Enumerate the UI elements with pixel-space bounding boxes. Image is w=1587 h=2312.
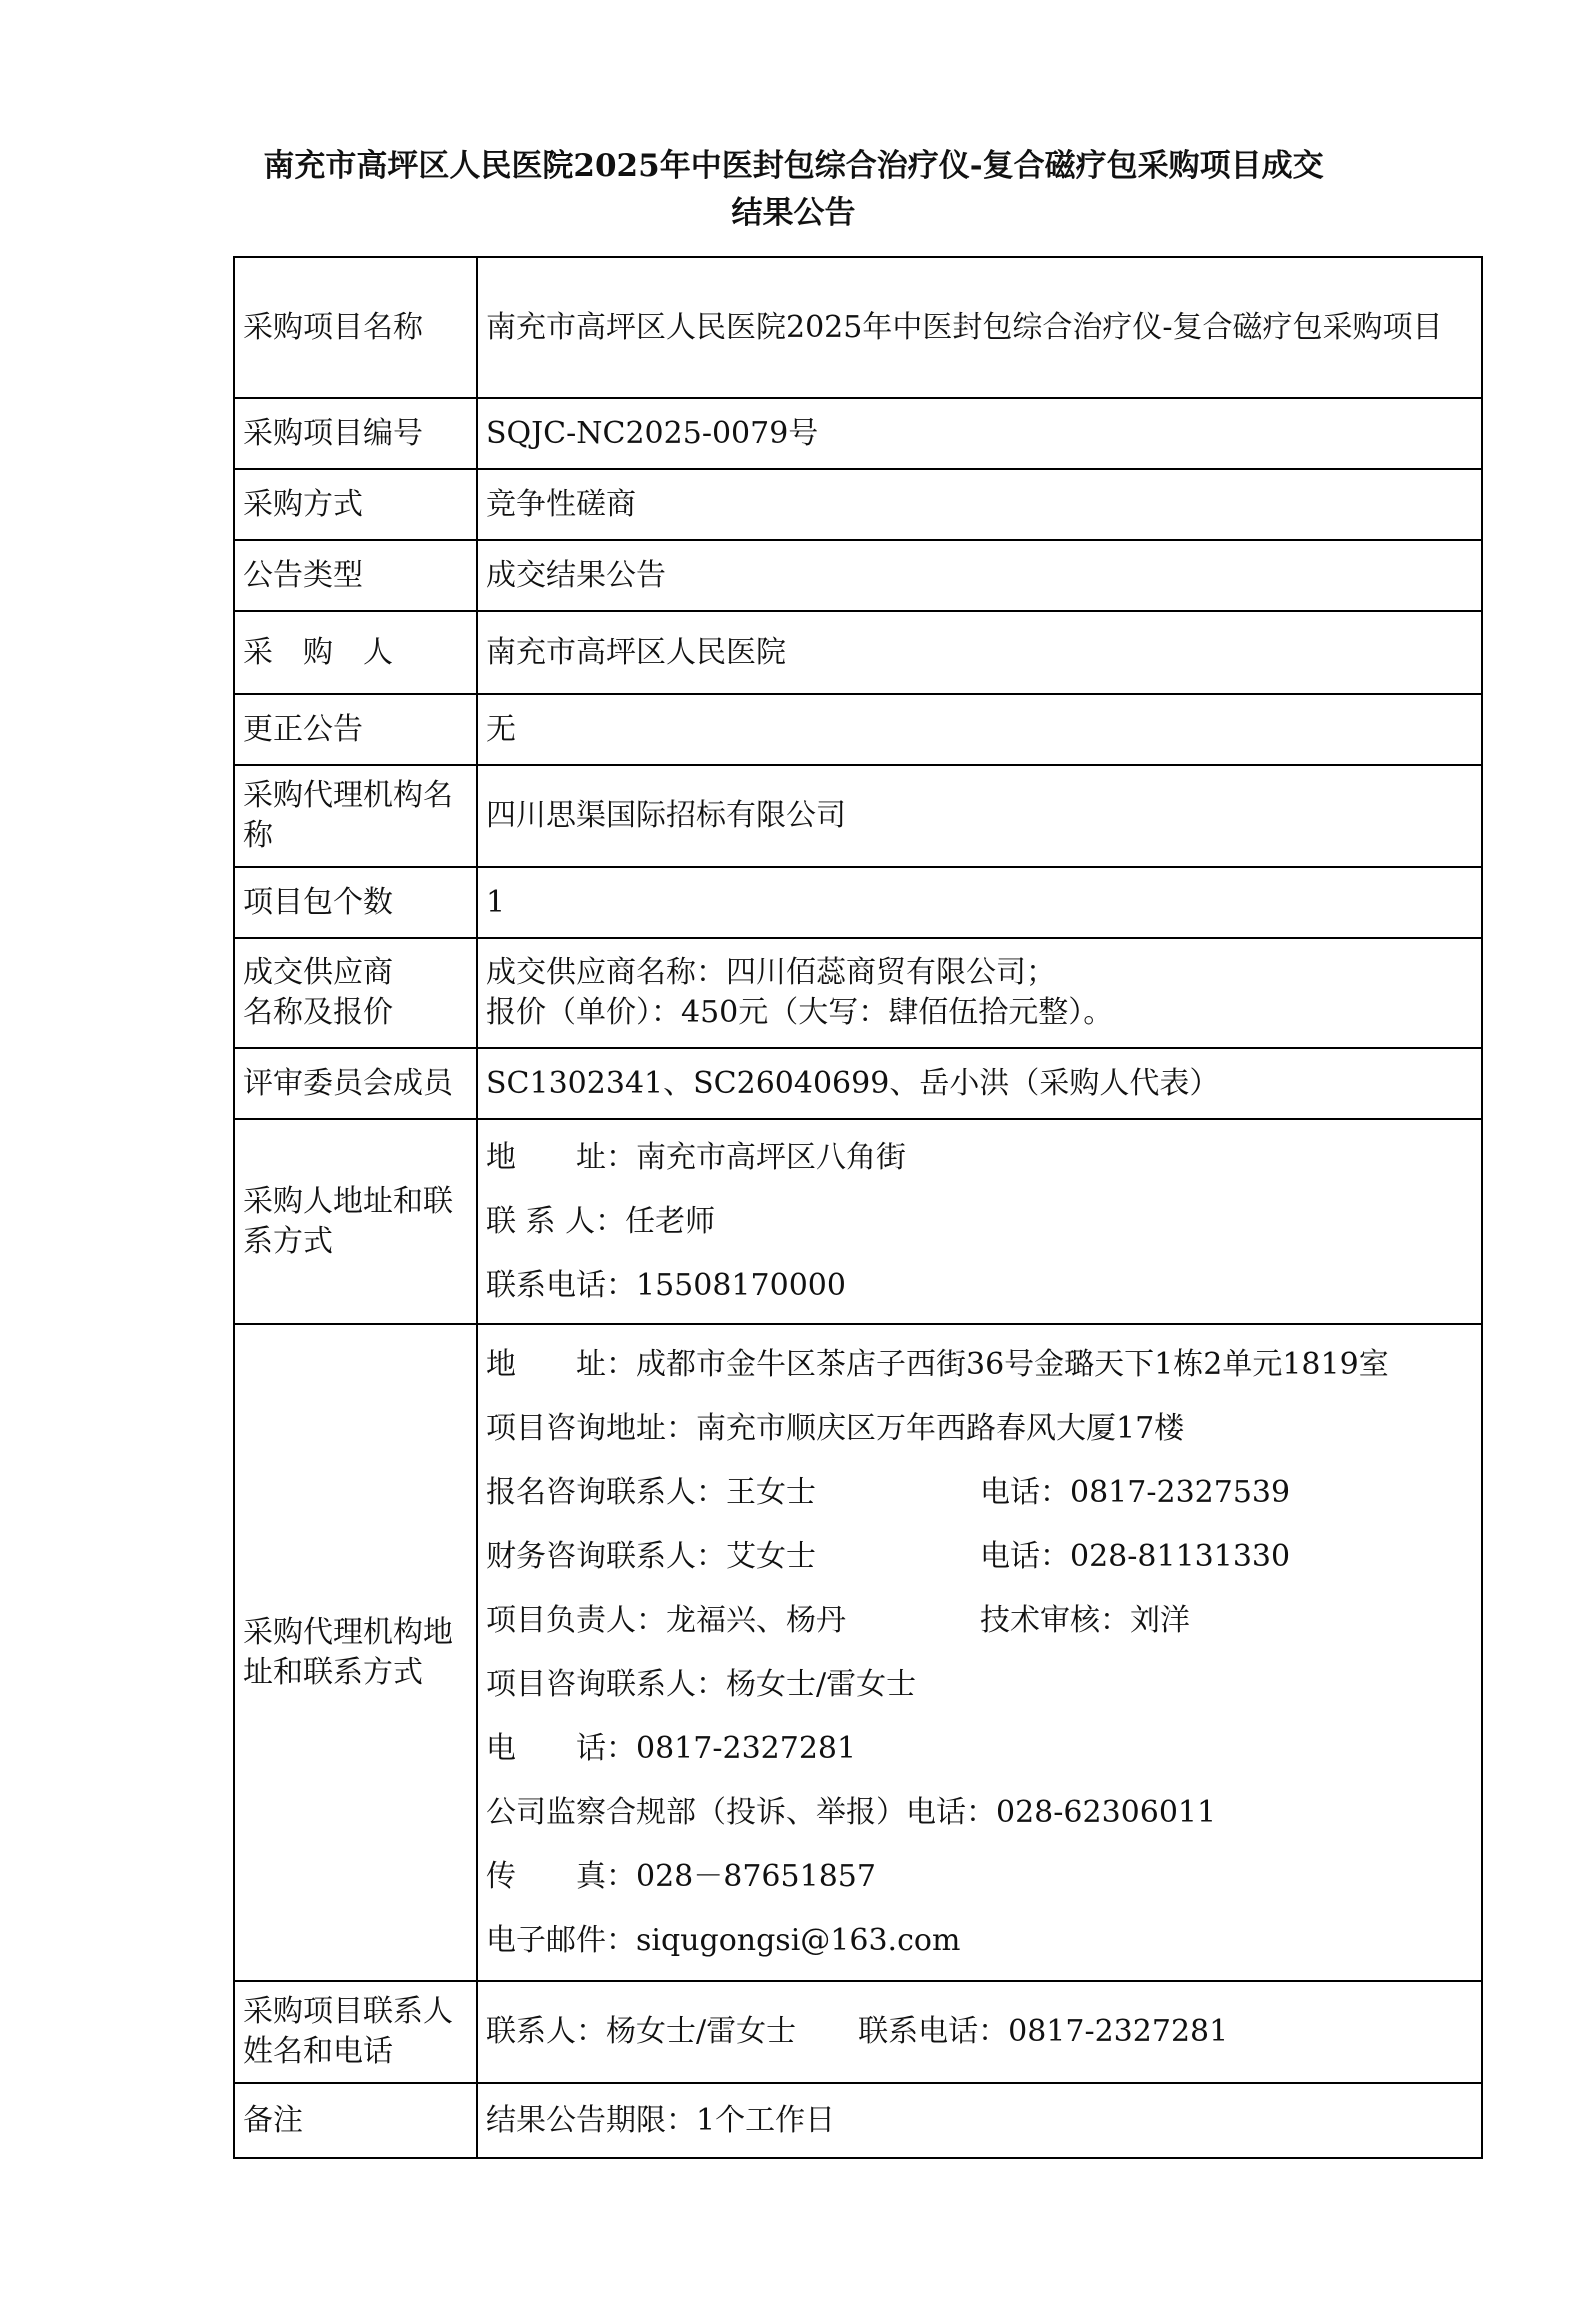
row-project-number (234, 398, 1482, 469)
notice-title-line-1: 南充市高坪区人民医院2025年中医封包综合治疗仪-复合磁疗包采购项目成交 (263, 148, 1324, 184)
value-project-number: SQJC-NC2025-0079号 (477, 398, 1482, 469)
label-package-count: 项目包个数 (234, 867, 477, 938)
label-supplier-line-2: 名称及报价 (243, 995, 393, 1030)
purchaser-phone: 联系电话：15508170000 (486, 1267, 846, 1303)
label-notice-type: 公告类型 (234, 540, 477, 611)
label-project-contact: 采购项目联系人姓名和电话 (234, 1981, 477, 2083)
supplier-price: 报价（单价）：450元（大写：肆佰伍拾元整）。 (486, 995, 1114, 1030)
label-supplier-line-1: 成交供应商 (243, 955, 393, 990)
value-remark: 结果公告期限：1个工作日 (477, 2083, 1482, 2158)
agency-finance-line (486, 1525, 1475, 1589)
notice-table (233, 256, 1483, 2159)
agency-compliance-phone: 公司监察合规部（投诉、举报）电话：028-62306011 (486, 1794, 1217, 1830)
supplier-name: 成交供应商名称：四川佰蕊商贸有限公司； (486, 955, 1056, 990)
label-agency: 采购代理机构名称 (234, 765, 477, 867)
row-project-contact (234, 1981, 1482, 2083)
project-contact-person: 联系人：杨女士/雷女士 (486, 2014, 797, 2049)
agency-signup-contact: 报名咨询联系人：王女士 (486, 1474, 816, 1510)
row-purchaser (234, 611, 1482, 694)
agency-tech-review: 技术审核：刘洋 (980, 1602, 1190, 1638)
value-package-count: 1 (477, 867, 1482, 938)
agency-consult-address: 项目咨询地址：南充市顺庆区万年西路春风大厦17楼 (486, 1410, 1185, 1446)
value-project-contact (477, 1981, 1482, 2083)
agency-signup-line (486, 1461, 1475, 1525)
notice-title (170, 143, 1417, 237)
value-agency: 四川思渠国际招标有限公司 (477, 765, 1482, 867)
label-remark: 备注 (234, 2083, 477, 2158)
agency-finance-contact: 财务咨询联系人：艾女士 (486, 1538, 816, 1574)
purchaser-contact-person: 联 系 人：任老师 (486, 1203, 716, 1239)
row-agency-contact (234, 1324, 1482, 1981)
value-purchaser: 南充市高坪区人民医院 (477, 611, 1482, 694)
value-committee: SC1302341、SC26040699、岳小洪（采购人代表） (477, 1048, 1482, 1119)
agency-finance-phone: 电话：028-81131330 (980, 1538, 1291, 1574)
value-notice-type: 成交结果公告 (477, 540, 1482, 611)
agency-phone: 电 话：0817-2327281 (486, 1730, 857, 1766)
value-correction: 无 (477, 694, 1482, 765)
row-remark (234, 2083, 1482, 2158)
row-supplier (234, 938, 1482, 1048)
label-purchaser-contact: 采购人地址和联系方式 (234, 1119, 477, 1324)
row-project-name (234, 257, 1482, 398)
row-correction (234, 694, 1482, 765)
label-purchaser: 采 购 人 (234, 611, 477, 694)
notice-title-line-2: 结果公告 (731, 195, 856, 231)
project-contact-phone: 联系电话：0817-2327281 (858, 2014, 1229, 2049)
label-committee: 评审委员会成员 (234, 1048, 477, 1119)
agency-fax: 传 真：028－87651857 (486, 1858, 876, 1894)
label-correction: 更正公告 (234, 694, 477, 765)
agency-project-lead: 项目负责人：龙福兴、杨丹 (486, 1602, 846, 1638)
row-agency (234, 765, 1482, 867)
agency-address: 地 址：成都市金牛区茶店子西街36号金璐天下1栋2单元1819室 (486, 1346, 1389, 1382)
agency-consult-contact: 项目咨询联系人：杨女士/雷女士 (486, 1666, 917, 1702)
value-method: 竞争性磋商 (477, 469, 1482, 540)
value-project-name: 南充市高坪区人民医院2025年中医封包综合治疗仪-复合磁疗包采购项目 (477, 257, 1482, 398)
row-method (234, 469, 1482, 540)
label-supplier (234, 938, 477, 1048)
purchaser-address: 地 址：南充市高坪区八角街 (486, 1139, 906, 1175)
agency-lead-line (486, 1589, 1475, 1653)
row-notice-type (234, 540, 1482, 611)
value-supplier (477, 938, 1482, 1048)
label-project-number: 采购项目编号 (234, 398, 477, 469)
value-purchaser-contact (477, 1119, 1482, 1324)
agency-email: 电子邮件：siqugongsi@163.com (486, 1922, 961, 1958)
row-committee (234, 1048, 1482, 1119)
label-project-name: 采购项目名称 (234, 257, 477, 398)
row-package-count (234, 867, 1482, 938)
label-agency-contact: 采购代理机构地址和联系方式 (234, 1324, 477, 1981)
agency-signup-phone: 电话：0817-2327539 (980, 1474, 1291, 1510)
value-agency-contact (477, 1324, 1482, 1981)
label-method: 采购方式 (234, 469, 477, 540)
row-purchaser-contact (234, 1119, 1482, 1324)
